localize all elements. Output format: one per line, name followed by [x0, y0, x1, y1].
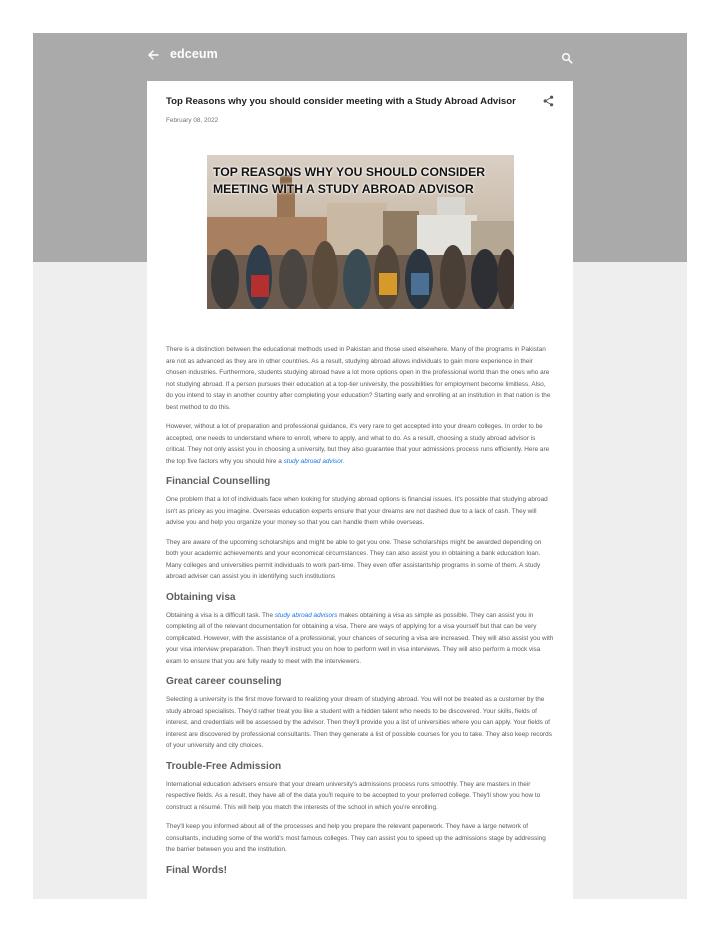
study-abroad-advisor-link[interactable]: study abroad advisor: [283, 457, 343, 465]
section-heading-financial-counselling: Financial Counselling: [166, 476, 271, 487]
paragraph: [166, 421, 554, 467]
arrow-left-icon[interactable]: [146, 48, 160, 62]
section-heading-final-words: Final Words!: [166, 864, 227, 876]
paragraph-text: Obtaining a visa is a difficult task. The: [166, 611, 275, 619]
paragraph: One problem that a lot of individuals face when looking for studying abroad options is financial issues. It's possible that studying abroad isn't as pricey as you imagine. Overseas education experts ensure that your dreams are not dashed due to a lack of cash. They will advise you and help you organize your money so that you can handle them while overseas.: [166, 496, 548, 526]
paragraph-text: .: [342, 457, 345, 465]
section-heading-obtaining-visa: Obtaining visa: [166, 591, 236, 603]
hero-image: [207, 155, 514, 309]
search-icon[interactable]: [561, 52, 573, 64]
paragraph: There is a distinction between the educational methods used in Pakistan and those used elsewhere. Many of the programs in Pakistan are not as advanced as they are in other countries. As a result, studying abroad allows individuals to gain more experience in their chosen industries. Furthermore, students studying abroad have a lot more options open in the professional world than the ones who are not studying abroad. If a person pursues their education at a top-tier university, the possibilities for employment become limitless. Also, do you intend to stay in another country after completing your education? Starting early and enrolling at an institution in that nation is the best method to do this.: [166, 346, 551, 411]
site-title[interactable]: edceum: [170, 47, 218, 61]
paragraph: Selecting a university is the first move forward to realizing your dream of studying abroad. You will not be treated as a customer by the study abroad specialists. They'd rather treat you like a student with a hidden talent who needs to be discovered. Your skills, fields of interest, and credentials will be assessed by the advisor. Then they'll provide you a list of universities where you can apply. Your fields of interest are discovered by professional consultants. Then they generate a list of possible courses for you to take. They also keep records of your university and city choices.: [166, 696, 552, 749]
post-date: February 08, 2022: [166, 117, 219, 124]
browser-viewport: [33, 33, 687, 899]
paragraph-text: However, without a lot of preparation and professional guidance, it's very rare to get accepted into your dream colleges. In order to be accepted, one needs to understand where to enroll, where to apply, and what to do. As a result, choosing a study abroad advisor is critical. They not only assist you in choosing a university, but they also guarantee that your admissions process runs efficiently. Here are the top five factors why you should hire a: [166, 423, 550, 465]
paragraph: They are aware of the upcoming scholarships and might be able to get you one. These scholarships might be awarded depending on both your academic achievements and your economical circumstances. They can also assist you in obtaining a bank education loan. Many colleges and universities permit individuals to work part-time. They even offer assistantship programs in some of them. A study abroad adviser can assist you in identifying such institutions: [166, 538, 542, 580]
post-title[interactable]: Top Reasons why you should consider meeting with a Study Abroad Advisor: [166, 96, 516, 107]
section-heading-great-career-counseling: Great career counseling: [166, 676, 282, 687]
paragraph: [166, 610, 554, 668]
post-body: [166, 344, 554, 883]
share-icon[interactable]: [543, 95, 554, 107]
paragraph: International education advisers ensure that your dream university's admissions process runs smoothly. They are masters in their respective fields. As a result, they have all of the data you'll require to be accepted to your preferred college. They'll show you how to construct a résumé. This will help you match the interests of the school in which you're enrolling.: [166, 780, 541, 811]
paragraph: They'll keep you informed about all of the processes and help you prepare the relevant paperwork. They have a large network of consultants, including some of the world's most famous colleges. They can assist you to speed up the admissions stage by addressing the barrier between you and the institution.: [166, 823, 546, 853]
hero-title: TOP REASONS WHY YOU SHOULD CONSIDER MEETING WITH A STUDY ABROAD ADVISOR: [213, 165, 486, 196]
section-heading-trouble-free-admission: Trouble-Free Admission: [166, 760, 282, 772]
post-card: [147, 81, 573, 899]
study-abroad-advisors-link[interactable]: study abroad advisors: [274, 611, 338, 619]
paragraph-text: makes obtaining a visa as simple as possible. They can assist you in completing all of the relevant documentation for obtaining a visa. There are ways of applying for a visa yourself but that can be very complicated. However, with the assistance of a professional, your chances of securing a visa are increased. They will also assist you with your visa interview preparation. Then they'll instruct you on how to perform well in visa interviews. They will also perform a mock visa exam to ensure that you are fully ready to meet with the interviewers.: [166, 611, 554, 665]
